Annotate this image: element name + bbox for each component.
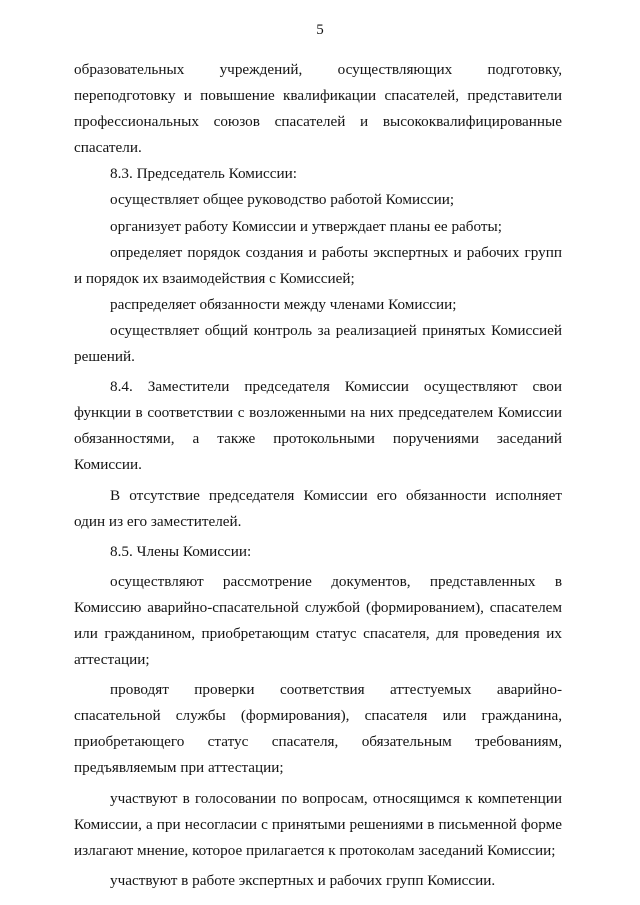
paragraph-continuation: образовательных учреждений, осуществляющих подготовку, переподготовку и повышение квалификации спасателей, представители профессиональных союзов спасателей и высококвалифицированные спасатели. xyxy=(74,61,562,157)
section-heading-8-5: 8.5. Члены Комиссии: xyxy=(110,542,252,560)
paragraph-chair-duty-organize: организует работу Комиссии и утверждает планы ее работы; xyxy=(110,217,502,235)
paragraph-members-groups: участвуют в работе экспертных и рабочих групп Комиссии. xyxy=(110,871,496,889)
paragraph-members-check: проводят проверки соответствия аттестуемых аварийно-спасательной службы (формирования), спасателя или гражданина, приобретающего статус спасателя, обязательным требованиям, предъявляемым при аттестации; xyxy=(74,681,562,777)
paragraph-members-vote: участвуют в голосовании по вопросам, относящимся к компетенции Комиссии, а при несогласии с принятыми решениями в письменной форме излагают мнение, которое прилагается к протоколам заседаний Комиссии; xyxy=(74,789,562,859)
section-heading-8-3: 8.3. Председатель Комиссии: xyxy=(110,165,298,183)
document-body xyxy=(74,57,562,894)
page-number: 5 xyxy=(316,22,324,38)
paragraph-chair-duty-distribute: распределяет обязанности между членами Комиссии; xyxy=(110,295,457,313)
paragraph-members-review: осуществляют рассмотрение документов, представленных в Комиссию аварийно-спасательной службой (формированием), спасателем или гражданином, приобретающим статус спасателя, для проведения их аттестации; xyxy=(74,572,562,669)
paragraph-chair-duty-groups: определяет порядок создания и работы экспертных и рабочих групп и порядок их взаимодействия с Комиссией; xyxy=(74,243,562,287)
section-8-4-deputies: 8.4. Заместители председателя Комиссии осуществляют свои функции в соответствии с возложенными на них председателем Комиссии обязанностями, а также протокольными поручениями заседаний Комиссии. xyxy=(74,378,562,474)
paragraph-chair-duty-control: осуществляет общий контроль за реализацией принятых Комиссией решений. xyxy=(74,321,562,366)
paragraph-deputy-absence: В отсутствие председателя Комиссии его обязанности исполняет один из его заместителей. xyxy=(74,486,562,530)
paragraph-chair-duty-general: осуществляет общее руководство работой Комиссии; xyxy=(110,191,455,209)
